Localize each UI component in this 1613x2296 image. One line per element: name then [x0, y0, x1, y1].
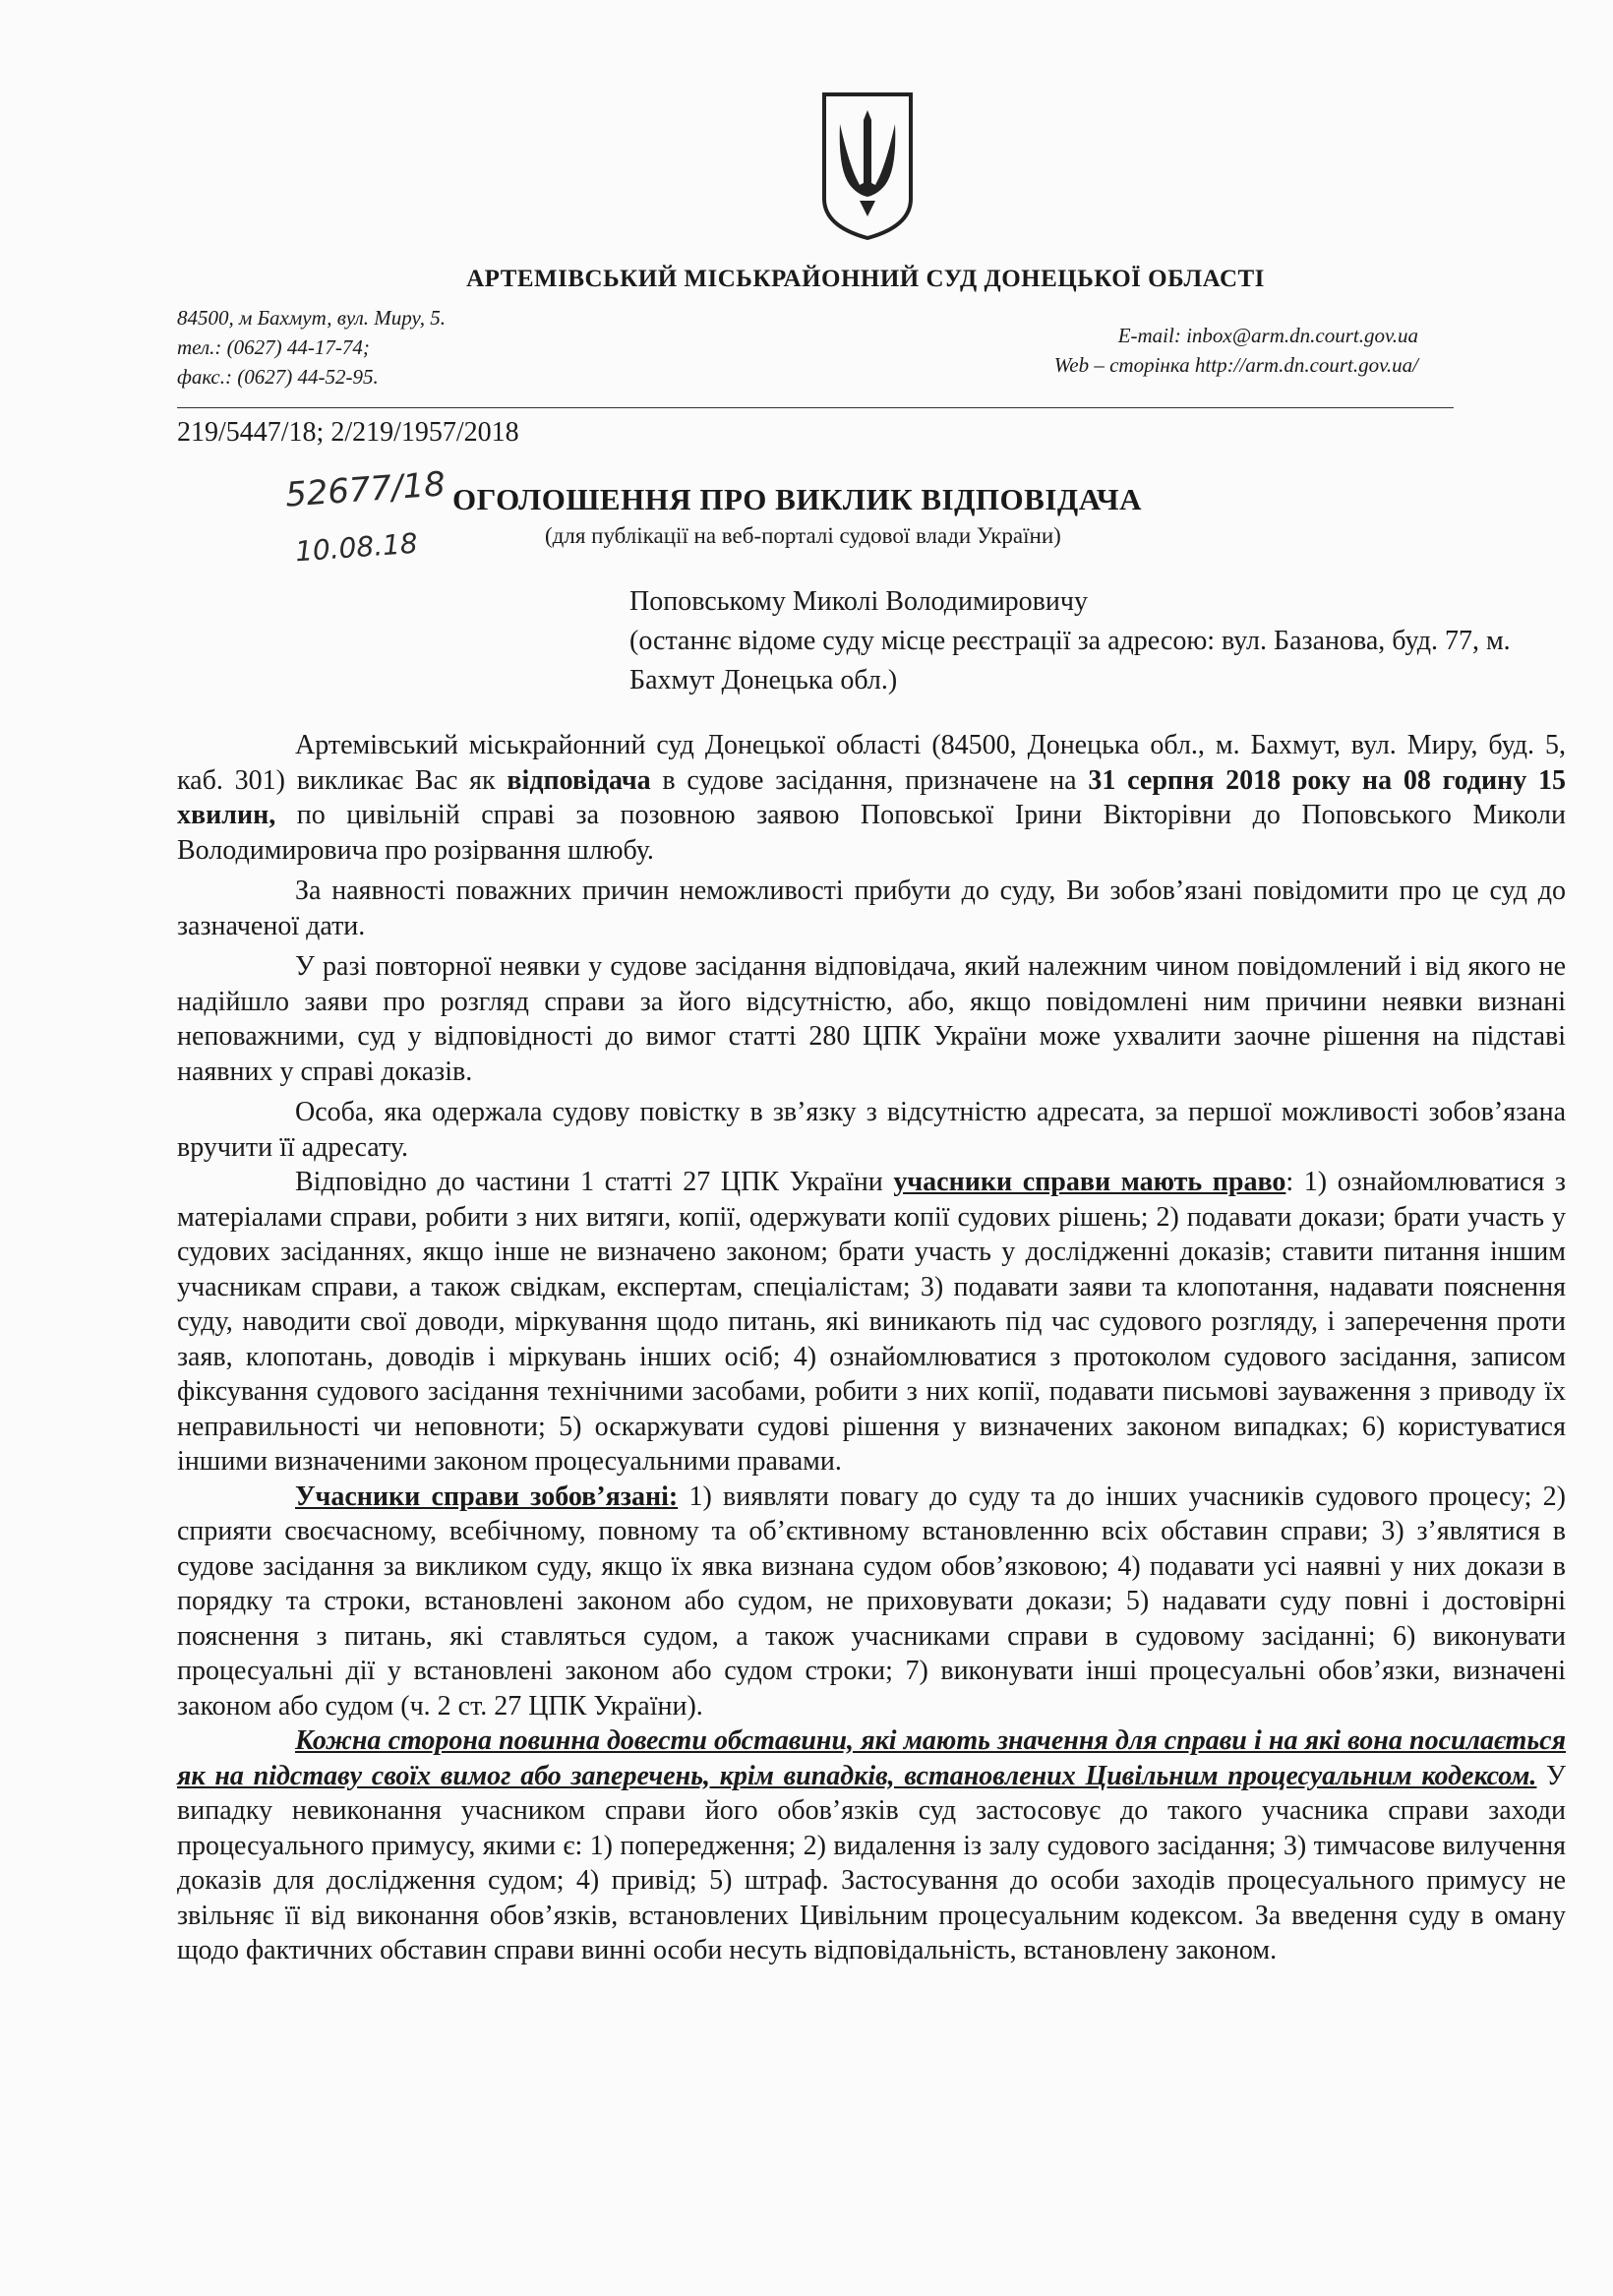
case-numbers: 219/5447/18; 2/219/1957/2018 — [177, 417, 519, 448]
notice-body — [177, 728, 1566, 1968]
addressee-block — [629, 582, 1554, 700]
underlined-obligations: Учасники справи зобов’язані: — [295, 1480, 679, 1512]
paragraph-rights — [177, 1165, 1566, 1480]
paragraph-summons-delivery: Особа, яка одержала судову повістку в зв’язку з відсутністю адресата, за першої можливості зобов’язана вручити її адресату. — [177, 1097, 1566, 1163]
addressee-address: (останнє відоме суду місце реєстрації за адресою: вул. Базанова, буд. 77, м. Бахмут Донецька обл.) — [629, 626, 1511, 695]
trident-emblem-icon — [820, 91, 915, 242]
text-span: по цивільній справі за позовною заявою Поповської Ірини Вікторівни до Поповського Миколи Володимировича про розірвання шлюбу. — [177, 800, 1566, 866]
handwritten-date: 10.08.18 — [294, 526, 419, 569]
paragraph-obligations — [177, 1480, 1566, 1724]
document-subtitle: (для публікації на веб-порталі судової влади України) — [545, 523, 1061, 548]
text-span: У випадку невиконання учасником справи його обов’язків суд застосовує до такого учасника справи заходи процесуального примусу, якими є: 1) попередження; 2) видалення із залу судового засідання; 3) тимчасове вилучення доказів для дослідження судом; 4) привід; 5) штраф. Застосування до особи заходів процесуального примусу не звільняє її від виконання обов’язків, встановлених Цивільним процесуальним кодексом. За введення суду в оману щодо фактичних обставин справи винні особи несуть відповідальність, встановлену законом. — [177, 1760, 1567, 1965]
court-fax: факс.: (0627) 44-52-95. — [177, 365, 379, 389]
bold-hearing-date: 31 серпня 2018 року на 08 годину 15 хвилин, — [177, 764, 1566, 830]
handwritten-registration-number: 52677/18 — [283, 464, 448, 515]
court-contacts-left — [177, 303, 446, 392]
paragraph-summons — [177, 728, 1566, 868]
paragraph-burden-of-proof — [177, 1723, 1566, 1968]
text-span: в судове засідання, призначене на — [650, 764, 1089, 796]
court-name: АРТЕМІВСЬКИЙ МІСЬКРАЙОННИЙ СУД ДОНЕЦЬКОЇ ОБЛАСТІ — [466, 266, 1265, 292]
text-span: Артемівський міськрайонний суд Донецької області (84500, Донецька обл., м. Бахмут, вул. Миру, буд. 5, каб. 301) викликає Вас як — [177, 730, 1566, 796]
court-contacts-right — [1054, 321, 1418, 380]
court-email: E-mail: inbox@arm.dn.court.gov.ua — [1117, 324, 1418, 347]
bold-defendant: відповідача — [507, 764, 651, 796]
header-divider — [177, 407, 1454, 408]
underlined-burden: Кожна сторона повинна довести обставини, які мають значення для справи і на які вона посилається як на підставу своїх вимог або заперечень, крім випадків, встановлених Цивільним процесуальним кодексом. — [177, 1725, 1566, 1791]
text-span: Відповідно до частини 1 статті 27 ЦПК України — [295, 1167, 894, 1197]
court-website: Web – сторінка http://arm.dn.court.gov.ua/ — [1053, 353, 1418, 377]
court-address: 84500, м Бахмут, вул. Миру, 5. — [177, 306, 447, 330]
paragraph-notify: За наявності поважних причин неможливості прибути до суду, Ви зобов’язані повідомити про це суд до зазначеної дати. — [177, 876, 1566, 941]
addressee-name: Поповському Миколі Володимировичу — [629, 586, 1088, 617]
court-phone: тел.: (0627) 44-17-74; — [177, 335, 370, 359]
text-span: : 1) ознайомлюватися з матеріалами справи, робити з них витяги, копії, одержувати копії судових рішень; 2) подавати докази; брати участь у судових засіданнях, якщо інше не визначено законом; брати участь у дослідженні доказів; ставити питання іншим учасникам справи, а також свідкам, експертам, спеціалістам; 3) подавати заяви та клопотання, надавати пояснення суду, наводити свої доводи, міркування щодо питань, які виникають під час судового розгляду, і заперечення проти заяв, клопотань, доводів і міркувань інших осіб; 4) ознайомлюватися з протоколом судового засідання, записом фіксування судового засідання технічними засобами, робити з них копії, подавати письмові зауваження з приводу їх неправильності чи неповноти; 5) оскаржувати судові рішення у визначених законом випадках; 6) користуватися іншими визначеними законом процесуальними правами. — [177, 1167, 1566, 1477]
underlined-rights: учасники справи мають право — [893, 1167, 1286, 1197]
text-span: 1) виявляти повагу до суду та до інших учасників судового процесу; 2) сприяти своєчасному, всебічному, повному та об’єктивному встановленню всіх обставин справи; 3) з’являтися в судове засідання за викликом суду, якщо їх явка визнана судом обов’язковою; 4) подавати усі наявні у них докази в порядку та строки, встановлені законом або судом, не приховувати докази; 5) надавати суду повні і достовірні пояснення з питань, які ставляться судом, а також учасниками справи в судовому засіданні; 6) виконувати процесуальні дії у встановлені законом або судом строки; 7) виконувати інші процесуальні обов’язки, визначені законом або судом (ч. 2 ст. 27 ЦПК України). — [177, 1480, 1567, 1722]
document-title: ОГОЛОШЕННЯ ПРО ВИКЛИК ВІДПОВІДАЧА — [452, 482, 1143, 516]
paragraph-absence: У разі повторної неявки у судове засідання відповідача, який належним чином повідомлений і від якого не надійшло заяви про розгляд справи за його відсутністю, або, якщо повідомлені ним причини неявки визнані неповажними, суд у відповідності до вимог статті 280 ЦПК України може ухвалити заочне рішення на підставі наявних у справі доказів. — [177, 951, 1566, 1087]
